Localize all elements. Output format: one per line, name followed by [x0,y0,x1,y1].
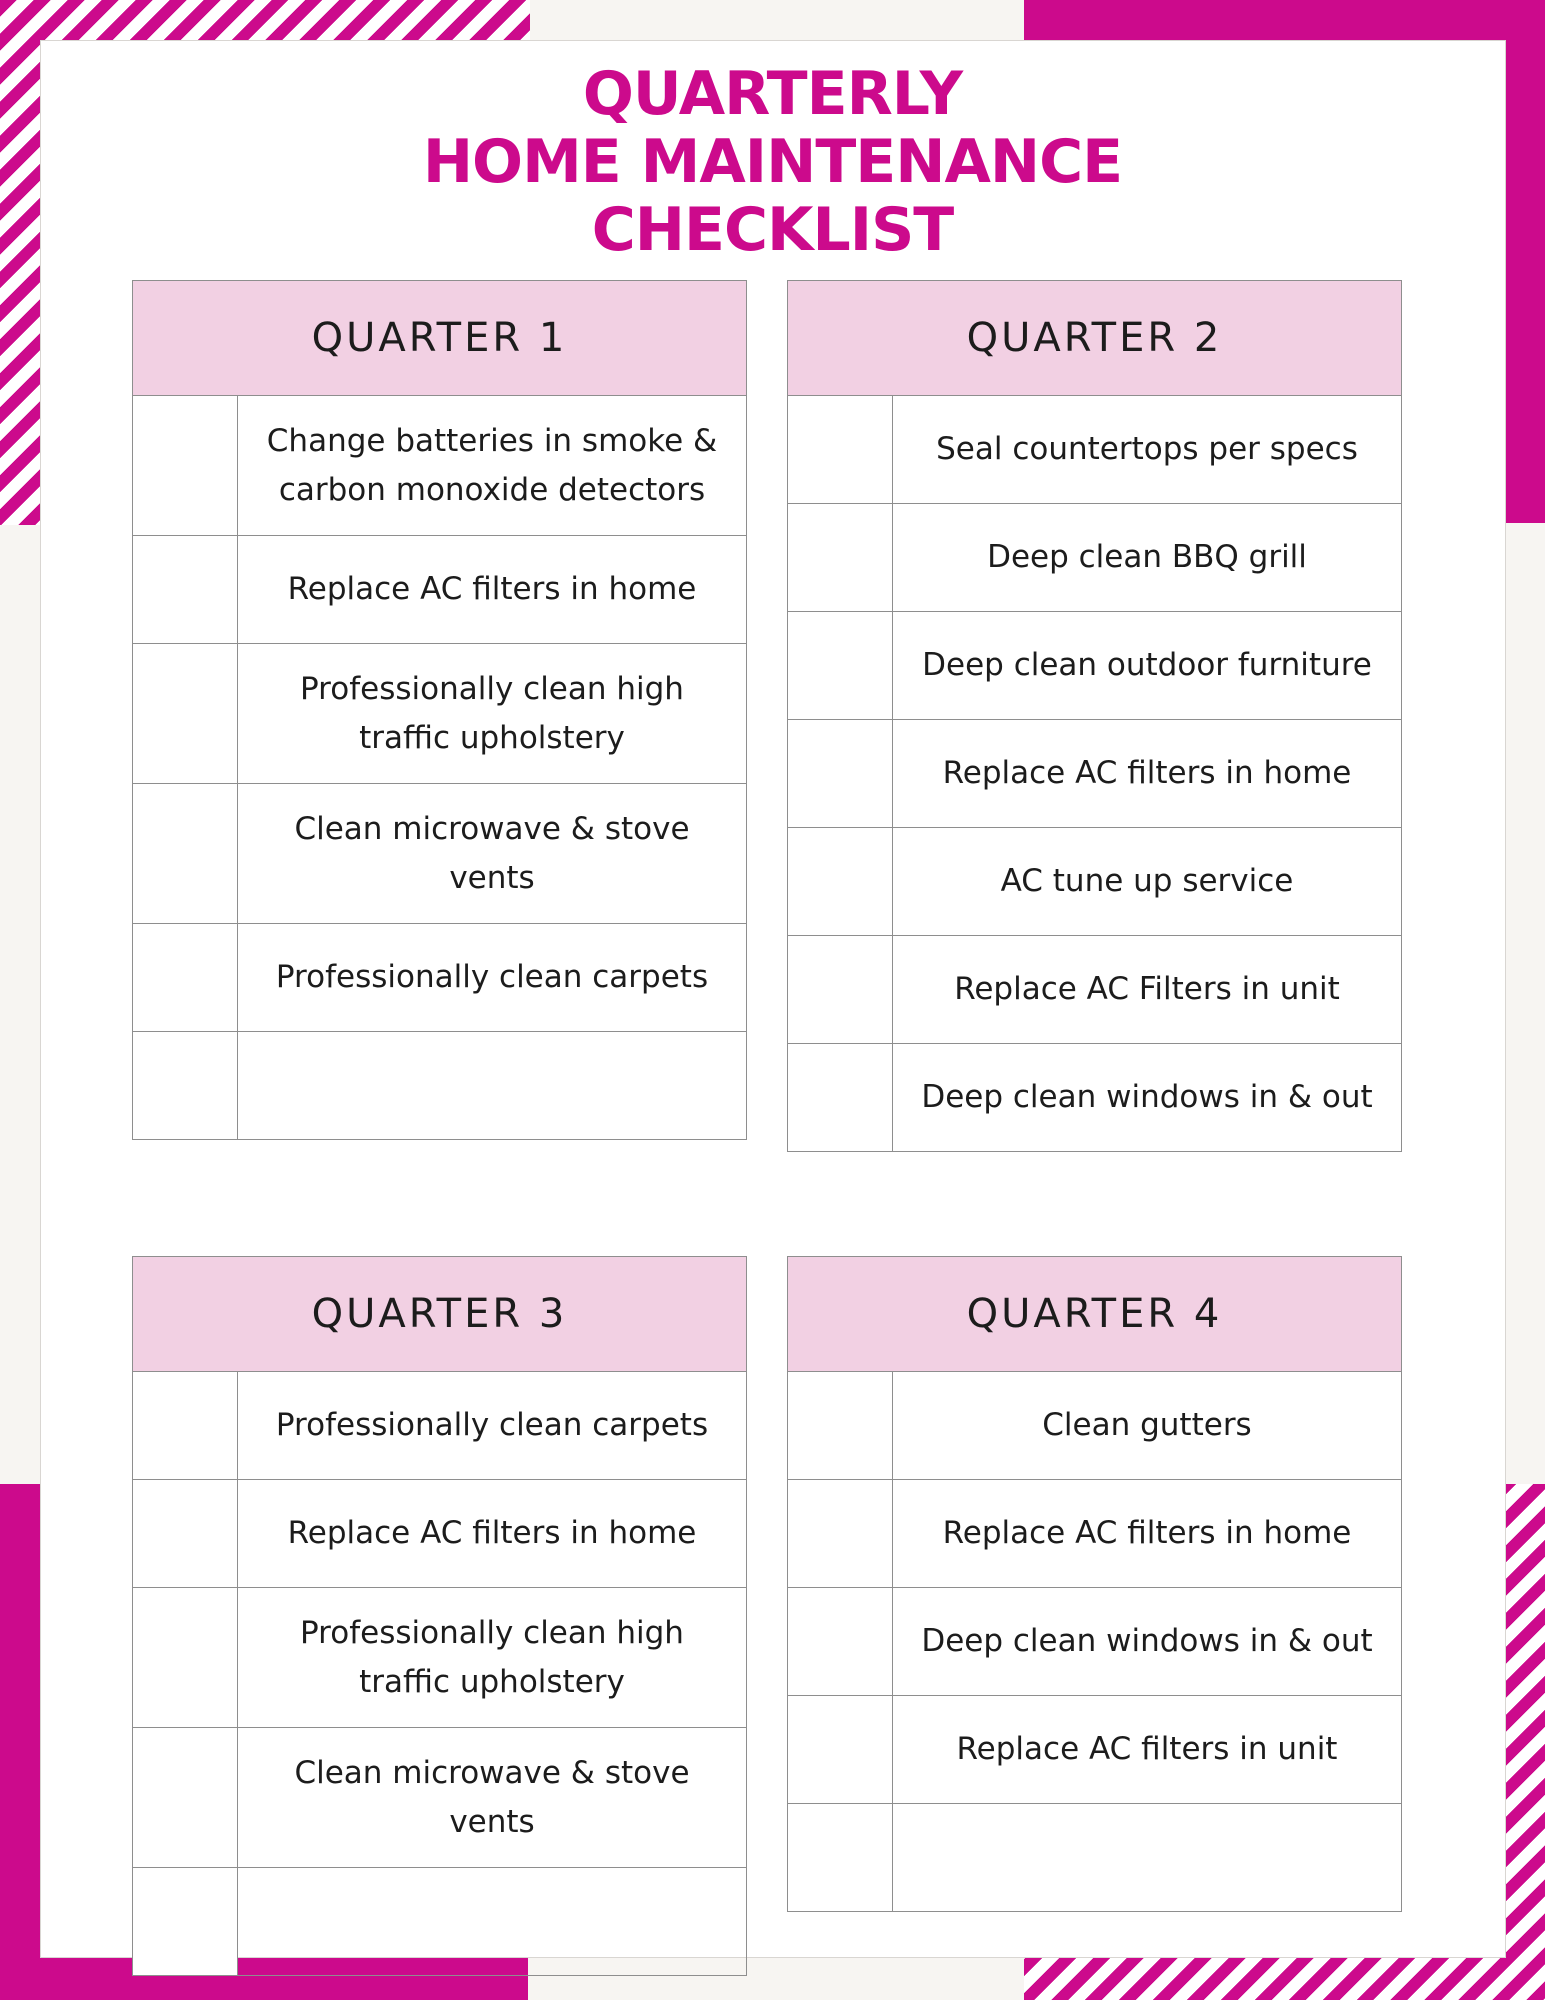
quarter-2-table [787,280,1402,1152]
checkbox-cell[interactable] [133,1728,238,1867]
task-text: Professionally clean high traffic upholstery [300,1614,684,1700]
table-row [787,720,1402,828]
task-text: Replace AC filters in home [287,1515,697,1551]
table-row [132,1728,747,1868]
checkbox-cell[interactable] [788,1588,893,1695]
task-text: Clean microwave & stove vents [294,810,690,896]
table-row [132,536,747,644]
checkbox-cell[interactable] [133,1868,238,1975]
task-text: Replace AC filters in home [942,755,1352,791]
table-row [787,1696,1402,1804]
table-row [132,644,747,784]
checkbox-cell[interactable] [133,1588,238,1727]
task-text: Replace AC Filters in unit [954,971,1340,1007]
title-line: CHECKLIST [591,195,954,265]
task-text: Replace AC filters in unit [956,1731,1338,1767]
table-row [132,784,747,924]
table-row [787,1480,1402,1588]
quarter-3-header: QUARTER 3 [132,1256,747,1372]
title-line: HOME MAINTENANCE [422,127,1123,197]
checkbox-cell[interactable] [788,828,893,935]
task-text [893,1804,1401,1911]
task-text [238,1032,746,1139]
task-text: Deep clean windows in & out [921,1079,1373,1115]
checkbox-cell[interactable] [133,536,238,643]
task-text: Seal countertops per specs [936,431,1358,467]
task-text: Clean gutters [1042,1407,1252,1443]
task-text: Deep clean outdoor furniture [922,647,1372,683]
task-text: AC tune up service [1000,863,1294,899]
table-row [132,1032,747,1140]
checkbox-cell[interactable] [133,784,238,923]
table-row [787,1588,1402,1696]
task-text: Replace AC filters in home [942,1515,1352,1551]
quarter-1-header: QUARTER 1 [132,280,747,396]
quarter-3-table [132,1256,747,1976]
table-row [787,1044,1402,1152]
checkbox-cell[interactable] [788,396,893,503]
table-row [132,1588,747,1728]
checkbox-cell[interactable] [788,936,893,1043]
task-text: Professionally clean high traffic upholstery [300,670,684,756]
checkbox-cell[interactable] [788,1804,893,1911]
table-row [787,936,1402,1044]
quarter-4-header: QUARTER 4 [787,1256,1402,1372]
task-text: Professionally clean carpets [275,959,709,995]
table-row [787,504,1402,612]
table-row [787,612,1402,720]
table-row [132,1480,747,1588]
table-row [787,396,1402,504]
quarter-4-table [787,1256,1402,1912]
title-line: QUARTERLY [582,59,963,129]
checkbox-cell[interactable] [133,1480,238,1587]
table-row [787,1804,1402,1912]
checkbox-cell[interactable] [133,396,238,535]
checkbox-cell[interactable] [788,612,893,719]
checkbox-cell[interactable] [133,1372,238,1479]
task-text: Deep clean windows in & out [921,1623,1373,1659]
checkbox-cell[interactable] [133,924,238,1031]
checkbox-cell[interactable] [788,1480,893,1587]
quarter-2-header: QUARTER 2 [787,280,1402,396]
checkbox-cell[interactable] [788,720,893,827]
page-title [0,60,1545,264]
checkbox-cell[interactable] [788,1696,893,1803]
task-text: Professionally clean carpets [275,1407,709,1443]
task-text: Replace AC filters in home [287,571,697,607]
checkbox-cell[interactable] [788,504,893,611]
table-row [132,396,747,536]
table-row [132,1868,747,1976]
checkbox-cell[interactable] [788,1372,893,1479]
task-text: Change batteries in smoke & carbon monoxide detectors [266,422,718,508]
table-row [132,924,747,1032]
checkbox-cell[interactable] [133,1032,238,1139]
checkbox-cell[interactable] [133,644,238,783]
table-row [132,1372,747,1480]
task-text: Clean microwave & stove vents [294,1754,690,1840]
task-text [238,1868,746,1975]
table-row [787,1372,1402,1480]
table-row [787,828,1402,936]
checkbox-cell[interactable] [788,1044,893,1151]
quarter-1-table [132,280,747,1140]
task-text: Deep clean BBQ grill [987,539,1307,575]
